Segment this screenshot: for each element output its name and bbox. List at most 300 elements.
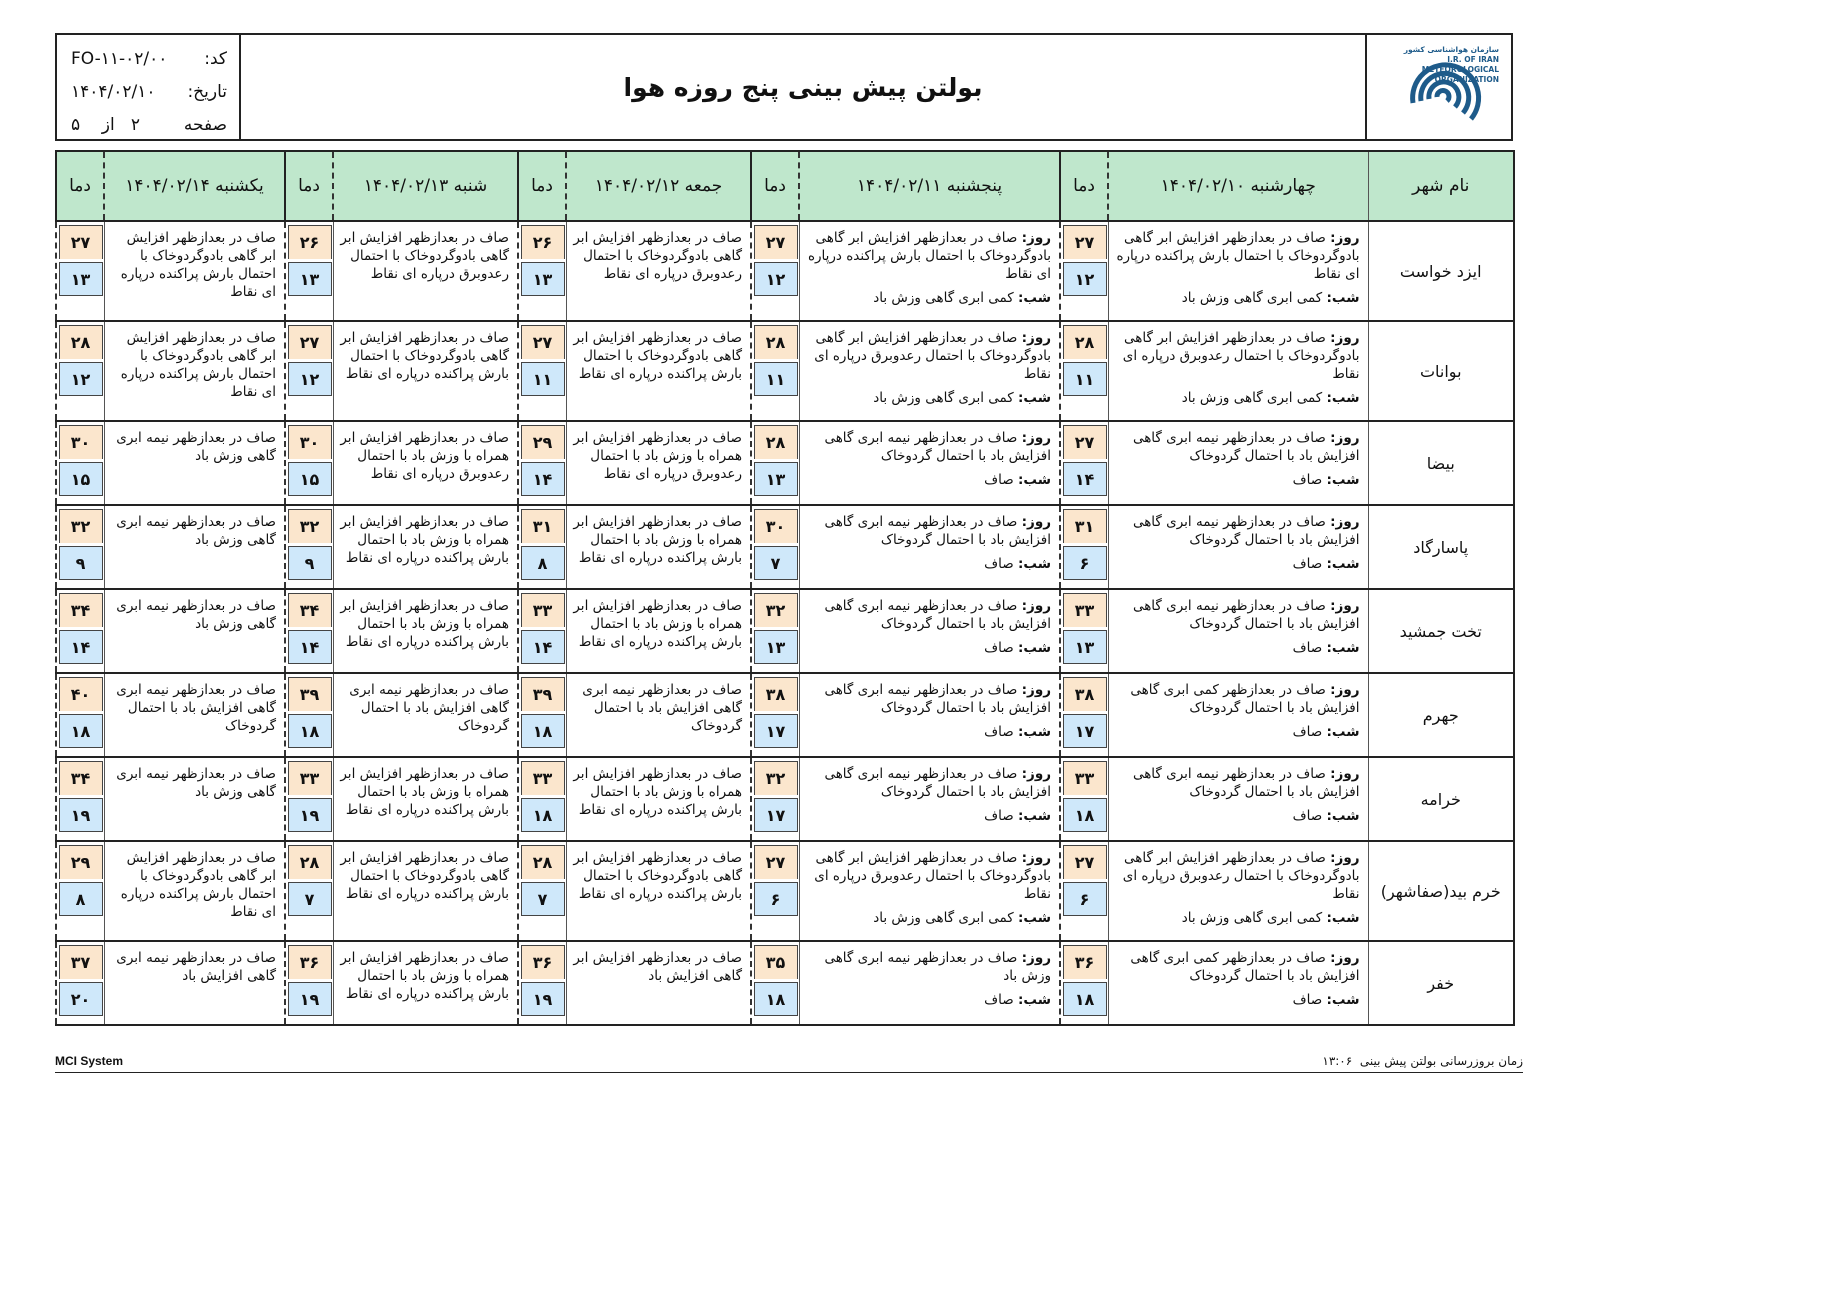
max-temperature: ۳۳ — [1063, 593, 1107, 627]
day-forecast — [111, 513, 277, 549]
day-forecast-text: صاف در بعدازظهر افزایش ابر گاهی بادوگردوخاک با احتمال بارش پراکنده درپاره ای نقاط — [573, 330, 742, 382]
forecast-description-cell — [799, 841, 1060, 941]
max-temperature: ۳۵ — [754, 945, 798, 979]
page-footer — [55, 1054, 1523, 1073]
day-forecast-text: صاف در بعدازظهر نیمه ابری گاهی وزش باد — [116, 766, 276, 800]
forecast-description — [334, 322, 518, 387]
forecast-description-cell — [1108, 841, 1368, 941]
day-label: روز: — [1021, 598, 1051, 614]
temperature-box — [286, 322, 333, 396]
day-forecast-text: صاف در بعدازظهر نیمه ابری گاهی افزایش باد با احتمال گردوخاک — [824, 430, 1051, 464]
min-temperature: ۱۳ — [521, 262, 565, 296]
day-label: روز: — [1021, 850, 1051, 866]
temperature-cell — [518, 421, 566, 505]
forecast-description — [1109, 942, 1368, 1013]
night-label: شب: — [1326, 910, 1360, 926]
day-forecast — [111, 329, 277, 401]
system-name: MCI System — [55, 1054, 124, 1068]
min-temperature: ۱۷ — [1063, 714, 1107, 748]
forecast-description-cell — [333, 421, 518, 505]
forecast-description — [334, 590, 518, 655]
night-forecast-text: کمی ابری گاهی وزش باد — [1181, 910, 1323, 926]
night-forecast — [806, 723, 1052, 741]
forecast-description-cell — [566, 221, 751, 321]
day-forecast — [340, 429, 510, 483]
temperature-box — [1061, 842, 1108, 916]
forecast-description — [105, 422, 285, 469]
temperature-box — [57, 942, 104, 1016]
night-label: شب: — [1018, 910, 1051, 926]
temperature-cell — [518, 757, 566, 841]
day-forecast — [806, 329, 1052, 383]
day-forecast — [111, 949, 277, 985]
day-label: روز: — [1330, 430, 1360, 446]
max-temperature: ۳۰ — [754, 509, 798, 543]
max-temperature: ۲۹ — [521, 425, 565, 459]
forecast-description-cell — [104, 321, 285, 421]
day-label: روز: — [1330, 766, 1360, 782]
temperature-cell — [751, 421, 799, 505]
table-row — [56, 505, 1514, 589]
day-forecast-text: صاف در بعدازظهر افزایش ابر گاهی بادوگردوخاک با احتمال رعدوبرق درپاره ای نقاط — [1122, 330, 1360, 382]
forecast-description-cell — [1108, 321, 1368, 421]
max-temperature: ۳۴ — [59, 593, 103, 627]
temperature-box — [1061, 506, 1108, 580]
max-temperature: ۲۸ — [1063, 325, 1107, 359]
max-temperature: ۲۸ — [288, 845, 332, 879]
min-temperature: ۱۸ — [521, 798, 565, 832]
day-forecast-text: صاف در بعدازظهر افزایش ابر همراه با وزش باد با احتمال رعدوبرق درپاره ای نقاط — [573, 430, 742, 482]
temperature-box — [286, 590, 333, 664]
page-of: از — [101, 115, 115, 135]
max-temperature: ۳۶ — [521, 945, 565, 979]
temperature-cell — [751, 673, 799, 757]
day-forecast — [573, 597, 743, 651]
max-temperature: ۳۲ — [59, 509, 103, 543]
night-forecast — [1115, 723, 1360, 741]
day-forecast-text: صاف در بعدازظهر نیمه ابری گاهی افزایش باد با احتمال گردوخاک — [1132, 766, 1360, 800]
day-label: روز: — [1021, 950, 1051, 966]
forecast-description — [105, 674, 285, 739]
logo-line-2: METEOROLOGICAL — [1421, 65, 1499, 74]
forecast-description-cell — [566, 673, 751, 757]
forecast-description-cell — [104, 505, 285, 589]
night-forecast-text: صاف — [1292, 992, 1323, 1008]
night-label: شب: — [1326, 290, 1360, 306]
forecast-description-cell — [1108, 941, 1368, 1025]
max-temperature: ۳۳ — [1063, 761, 1107, 795]
temp-column-header: دما — [56, 151, 104, 221]
day-forecast — [1115, 597, 1360, 633]
min-temperature: ۱۵ — [288, 462, 332, 496]
max-temperature: ۳۱ — [1063, 509, 1107, 543]
forecast-description-cell — [333, 673, 518, 757]
day-forecast — [1115, 681, 1360, 717]
day-forecast-text: صاف در بعدازظهر نیمه ابری گاهی افزایش باد با احتمال گردوخاک — [824, 682, 1051, 716]
forecast-description — [1109, 758, 1368, 829]
temperature-box — [286, 942, 333, 1016]
night-label: شب: — [1326, 808, 1360, 824]
temperature-cell — [1060, 221, 1108, 321]
night-label: شب: — [1326, 390, 1360, 406]
forecast-description — [334, 506, 518, 571]
temperature-cell — [518, 505, 566, 589]
day-forecast-text: صاف در بعدازظهر نیمه ابری گاهی افزایش باد با احتمال گردوخاک — [1132, 514, 1360, 548]
temperature-box — [752, 674, 799, 748]
min-temperature: ۱۴ — [59, 630, 103, 664]
temp-column-header: دما — [751, 151, 799, 221]
day-forecast-text: صاف در بعدازظهر افزایش ابر همراه با وزش باد با احتمال رعدوبرق درپاره ای نقاط — [340, 430, 509, 482]
day-forecast — [1115, 429, 1360, 465]
min-temperature: ۱۸ — [521, 714, 565, 748]
max-temperature: ۳۲ — [754, 593, 798, 627]
max-temperature: ۲۶ — [521, 225, 565, 259]
temperature-cell — [518, 673, 566, 757]
temperature-box — [752, 322, 799, 396]
max-temperature: ۴۰ — [59, 677, 103, 711]
max-temperature: ۳۲ — [288, 509, 332, 543]
temperature-box — [286, 422, 333, 496]
min-temperature: ۲۰ — [59, 982, 103, 1016]
date-value: ۱۴۰۴/۰۲/۱۰ — [71, 82, 156, 102]
max-temperature: ۳۸ — [1063, 677, 1107, 711]
day-label: روز: — [1330, 850, 1360, 866]
city-name: خفر — [1368, 941, 1514, 1025]
forecast-description — [105, 842, 285, 925]
day-forecast-text: صاف در بعدازظهر افزایش ابر گاهی افزایش باد — [573, 950, 742, 984]
temperature-box — [1061, 322, 1108, 396]
temperature-box — [519, 842, 566, 916]
night-forecast — [1115, 639, 1360, 657]
forecast-description — [800, 322, 1060, 411]
max-temperature: ۲۷ — [1063, 225, 1107, 259]
night-label: شب: — [1018, 472, 1051, 488]
night-forecast-text: صاف — [984, 640, 1014, 656]
temperature-cell — [285, 757, 333, 841]
temperature-cell — [1060, 757, 1108, 841]
forecast-description-cell — [799, 221, 1060, 321]
table-row — [56, 421, 1514, 505]
day-forecast-text: صاف در بعدازظهر افزایش ابر گاهی بادوگردوخاک با احتمال بارش پراکنده درپاره ای نقاط — [120, 850, 276, 920]
min-temperature: ۶ — [754, 882, 798, 916]
temperature-cell — [1060, 589, 1108, 673]
min-temperature: ۱۲ — [59, 362, 103, 396]
forecast-description-cell — [799, 941, 1060, 1025]
day-forecast — [111, 681, 277, 735]
forecast-description — [800, 222, 1060, 311]
forecast-description-cell — [566, 321, 751, 421]
page-row — [71, 109, 227, 142]
page-label: صفحه — [183, 115, 227, 135]
day-column-header: جمعه ۱۴۰۴/۰۲/۱۲ — [566, 151, 751, 221]
forecast-description-cell — [104, 941, 285, 1025]
max-temperature: ۲۷ — [521, 325, 565, 359]
night-label: شب: — [1326, 472, 1360, 488]
day-forecast — [573, 329, 743, 383]
forecast-description-cell — [1108, 505, 1368, 589]
day-forecast-text: صاف در بعدازظهر افزایش ابر گاهی بادوگردوخاک با احتمال بارش پراکنده درپاره ای نقاط — [573, 850, 742, 902]
day-forecast — [806, 229, 1052, 283]
day-forecast — [806, 597, 1052, 633]
temperature-cell — [1060, 941, 1108, 1025]
city-name: پاسارگاد — [1368, 505, 1514, 589]
temperature-cell — [56, 321, 104, 421]
night-forecast — [806, 555, 1052, 573]
table-row — [56, 589, 1514, 673]
night-forecast — [1115, 289, 1360, 307]
temperature-box — [519, 506, 566, 580]
day-forecast-text: صاف در بعدازظهر افزایش ابر همراه با وزش باد با احتمال بارش پراکنده درپاره ای نقاط — [340, 950, 509, 1002]
temperature-cell — [285, 589, 333, 673]
temperature-box — [57, 322, 104, 396]
city-name: جهرم — [1368, 673, 1514, 757]
day-forecast-text: صاف در بعدازظهر افزایش ابر همراه با وزش باد با احتمال بارش پراکنده درپاره ای نقاط — [340, 598, 509, 650]
min-temperature: ۱۸ — [59, 714, 103, 748]
forecast-description-cell — [799, 589, 1060, 673]
day-forecast — [340, 597, 510, 651]
max-temperature: ۲۸ — [521, 845, 565, 879]
night-forecast — [806, 471, 1052, 489]
temperature-cell — [751, 841, 799, 941]
min-temperature: ۱۳ — [1063, 630, 1107, 664]
night-forecast — [806, 991, 1052, 1009]
temp-column-header: دما — [1060, 151, 1108, 221]
forecast-description — [567, 222, 751, 287]
forecast-description-cell — [1108, 421, 1368, 505]
forecast-description-cell — [333, 221, 518, 321]
min-temperature: ۶ — [1063, 882, 1107, 916]
page-current: ۲ — [130, 115, 141, 135]
temperature-box — [519, 942, 566, 1016]
day-forecast-text: صاف در بعدازظهر نیمه ابری گاهی افزایش باد با احتمال گردوخاک — [1132, 430, 1360, 464]
forecast-description — [567, 506, 751, 571]
table-header-row — [56, 151, 1514, 221]
night-label: شب: — [1018, 724, 1051, 740]
forecast-description — [567, 674, 751, 739]
day-forecast-text: صاف در بعدازظهر نیمه ابری گاهی افزایش باد با احتمال گردوخاک — [1132, 598, 1360, 632]
min-temperature: ۱۳ — [288, 262, 332, 296]
min-temperature: ۱۳ — [59, 262, 103, 296]
city-name: بوانات — [1368, 321, 1514, 421]
max-temperature: ۳۹ — [521, 677, 565, 711]
min-temperature: ۶ — [1063, 546, 1107, 580]
temperature-cell — [1060, 841, 1108, 941]
update-time: ۱۳:۰۶ — [1322, 1054, 1353, 1068]
min-temperature: ۱۴ — [521, 630, 565, 664]
forecast-description-cell — [566, 505, 751, 589]
day-label: روز: — [1021, 682, 1051, 698]
night-forecast-text: صاف — [1292, 724, 1323, 740]
night-forecast — [806, 807, 1052, 825]
temperature-box — [752, 506, 799, 580]
night-forecast — [806, 389, 1052, 407]
temperature-box — [57, 422, 104, 496]
min-temperature: ۱۸ — [754, 982, 798, 1016]
night-forecast-text: صاف — [1292, 640, 1323, 656]
day-forecast-text: صاف در بعدازظهر نیمه ابری گاهی افزایش باد با احتمال گردوخاک — [824, 598, 1051, 632]
max-temperature: ۲۹ — [59, 845, 103, 879]
code-value: FO-۱۱-۰۲/۰۰ — [71, 49, 168, 69]
night-label: شب: — [1326, 992, 1360, 1008]
forecast-description — [567, 758, 751, 823]
min-temperature: ۱۹ — [521, 982, 565, 1016]
night-forecast — [1115, 555, 1360, 573]
night-forecast — [1115, 807, 1360, 825]
day-forecast-text: صاف در بعدازظهر کمی ابری گاهی افزایش باد با احتمال گردوخاک — [1130, 682, 1360, 716]
temperature-box — [286, 674, 333, 748]
temperature-box — [752, 758, 799, 832]
min-temperature: ۱۹ — [288, 982, 332, 1016]
forecast-description-cell — [104, 589, 285, 673]
temperature-cell — [56, 221, 104, 321]
forecast-description-cell — [333, 941, 518, 1025]
forecast-description — [1109, 322, 1368, 411]
forecast-description-cell — [104, 421, 285, 505]
city-name: خرم بید(صفاشهر) — [1368, 841, 1514, 941]
forecast-description-cell — [1108, 589, 1368, 673]
max-temperature: ۳۷ — [59, 945, 103, 979]
night-label: شب: — [1326, 724, 1360, 740]
forecast-description — [800, 422, 1060, 493]
min-temperature: ۱۷ — [754, 714, 798, 748]
day-forecast — [340, 849, 510, 903]
night-forecast — [806, 639, 1052, 657]
day-forecast — [1115, 329, 1360, 383]
temperature-box — [1061, 222, 1108, 296]
temperature-box — [752, 590, 799, 664]
night-forecast-text: صاف — [984, 724, 1014, 740]
temperature-box — [1061, 942, 1108, 1016]
night-label: شب: — [1018, 808, 1051, 824]
day-label: روز: — [1021, 230, 1051, 246]
day-forecast-text: صاف در بعدازظهر نیمه ابری گاهی وزش باد — [116, 514, 276, 548]
forecast-description-cell — [104, 841, 285, 941]
code-label: کد: — [204, 49, 227, 69]
forecast-description — [800, 674, 1060, 745]
forecast-description — [334, 758, 518, 823]
page-total: ۵ — [71, 115, 81, 135]
min-temperature: ۸ — [521, 546, 565, 580]
min-temperature: ۱۴ — [1063, 462, 1107, 496]
day-forecast-text: صاف در بعدازظهر نیمه ابری گاهی افزایش باد با احتمال گردوخاک — [582, 682, 742, 734]
temperature-cell — [56, 941, 104, 1025]
forecast-description — [334, 842, 518, 907]
city-name: ایزد خواست — [1368, 221, 1514, 321]
temperature-cell — [56, 421, 104, 505]
forecast-description-cell — [1108, 221, 1368, 321]
code-row — [71, 43, 227, 76]
day-column-header: یکشنبه ۱۴۰۴/۰۲/۱۴ — [104, 151, 285, 221]
temperature-cell — [518, 941, 566, 1025]
forecast-description — [1109, 422, 1368, 493]
forecast-description — [1109, 506, 1368, 577]
table-row — [56, 321, 1514, 421]
temperature-cell — [518, 841, 566, 941]
temperature-cell — [56, 757, 104, 841]
day-forecast-text: صاف در بعدازظهر نیمه ابری گاهی افزایش باد با احتمال گردوخاک — [116, 682, 276, 734]
forecast-description — [567, 322, 751, 387]
city-name: تخت جمشید — [1368, 589, 1514, 673]
night-forecast-text: صاف — [1292, 808, 1323, 824]
temperature-cell — [751, 757, 799, 841]
day-label: روز: — [1330, 950, 1360, 966]
forecast-description-cell — [104, 673, 285, 757]
day-forecast — [573, 765, 743, 819]
min-temperature: ۱۲ — [1063, 262, 1107, 296]
day-forecast — [573, 949, 743, 985]
day-forecast — [340, 949, 510, 1003]
temperature-box — [519, 758, 566, 832]
day-forecast-text: صاف در بعدازظهر افزایش ابر همراه با وزش باد با احتمال بارش پراکنده درپاره ای نقاط — [340, 766, 509, 818]
city-name: بیضا — [1368, 421, 1514, 505]
day-forecast — [340, 765, 510, 819]
day-label: روز: — [1021, 514, 1051, 530]
min-temperature: ۱۹ — [288, 798, 332, 832]
forecast-description — [800, 758, 1060, 829]
table-row — [56, 841, 1514, 941]
night-forecast-text: صاف — [1292, 472, 1323, 488]
max-temperature: ۳۶ — [288, 945, 332, 979]
day-forecast — [573, 681, 743, 735]
temperature-cell — [1060, 505, 1108, 589]
night-forecast — [1115, 471, 1360, 489]
max-temperature: ۳۴ — [59, 761, 103, 795]
day-label: روز: — [1330, 230, 1360, 246]
night-forecast — [806, 289, 1052, 307]
min-temperature: ۱۳ — [754, 630, 798, 664]
day-forecast — [573, 513, 743, 567]
day-forecast — [111, 849, 277, 921]
day-forecast — [573, 429, 743, 483]
day-forecast — [806, 949, 1052, 985]
date-label: تاریخ: — [187, 82, 227, 102]
forecast-description-cell — [566, 757, 751, 841]
day-column-header: پنجشنبه ۱۴۰۴/۰۲/۱۱ — [799, 151, 1060, 221]
temperature-box — [1061, 758, 1108, 832]
forecast-description-cell — [566, 421, 751, 505]
max-temperature: ۳۳ — [521, 761, 565, 795]
max-temperature: ۳۰ — [288, 425, 332, 459]
day-forecast-text: صاف در بعدازظهر افزایش ابر همراه با وزش باد با احتمال بارش پراکنده درپاره ای نقاط — [340, 514, 509, 566]
forecast-description — [800, 942, 1060, 1013]
day-forecast-text: صاف در بعدازظهر نیمه ابری گاهی افزایش باد با احتمال گردوخاک — [349, 682, 509, 734]
night-label: شب: — [1326, 556, 1360, 572]
night-forecast-text: صاف — [984, 556, 1014, 572]
temp-column-header: دما — [285, 151, 333, 221]
forecast-description — [1109, 842, 1368, 931]
forecast-description-cell — [333, 589, 518, 673]
temperature-cell — [285, 321, 333, 421]
temperature-cell — [285, 221, 333, 321]
forecast-description-cell — [333, 841, 518, 941]
min-temperature: ۷ — [521, 882, 565, 916]
day-label: روز: — [1021, 330, 1051, 346]
day-label: روز: — [1330, 330, 1360, 346]
min-temperature: ۱۱ — [521, 362, 565, 396]
day-forecast-text: صاف در بعدازظهر کمی ابری گاهی افزایش باد با احتمال گردوخاک — [1130, 950, 1360, 984]
forecast-description-cell — [566, 841, 751, 941]
day-label: روز: — [1330, 514, 1360, 530]
night-forecast-text: صاف — [1292, 556, 1323, 572]
day-forecast-text: صاف در بعدازظهر افزایش ابر گاهی بادوگردوخاک با احتمال رعدوبرق درپاره ای نقاط — [573, 230, 742, 282]
temperature-cell — [285, 841, 333, 941]
night-forecast — [806, 909, 1052, 927]
min-temperature: ۷ — [288, 882, 332, 916]
max-temperature: ۲۸ — [754, 325, 798, 359]
forecast-description — [334, 942, 518, 1007]
day-forecast — [340, 229, 510, 283]
temperature-box — [57, 506, 104, 580]
